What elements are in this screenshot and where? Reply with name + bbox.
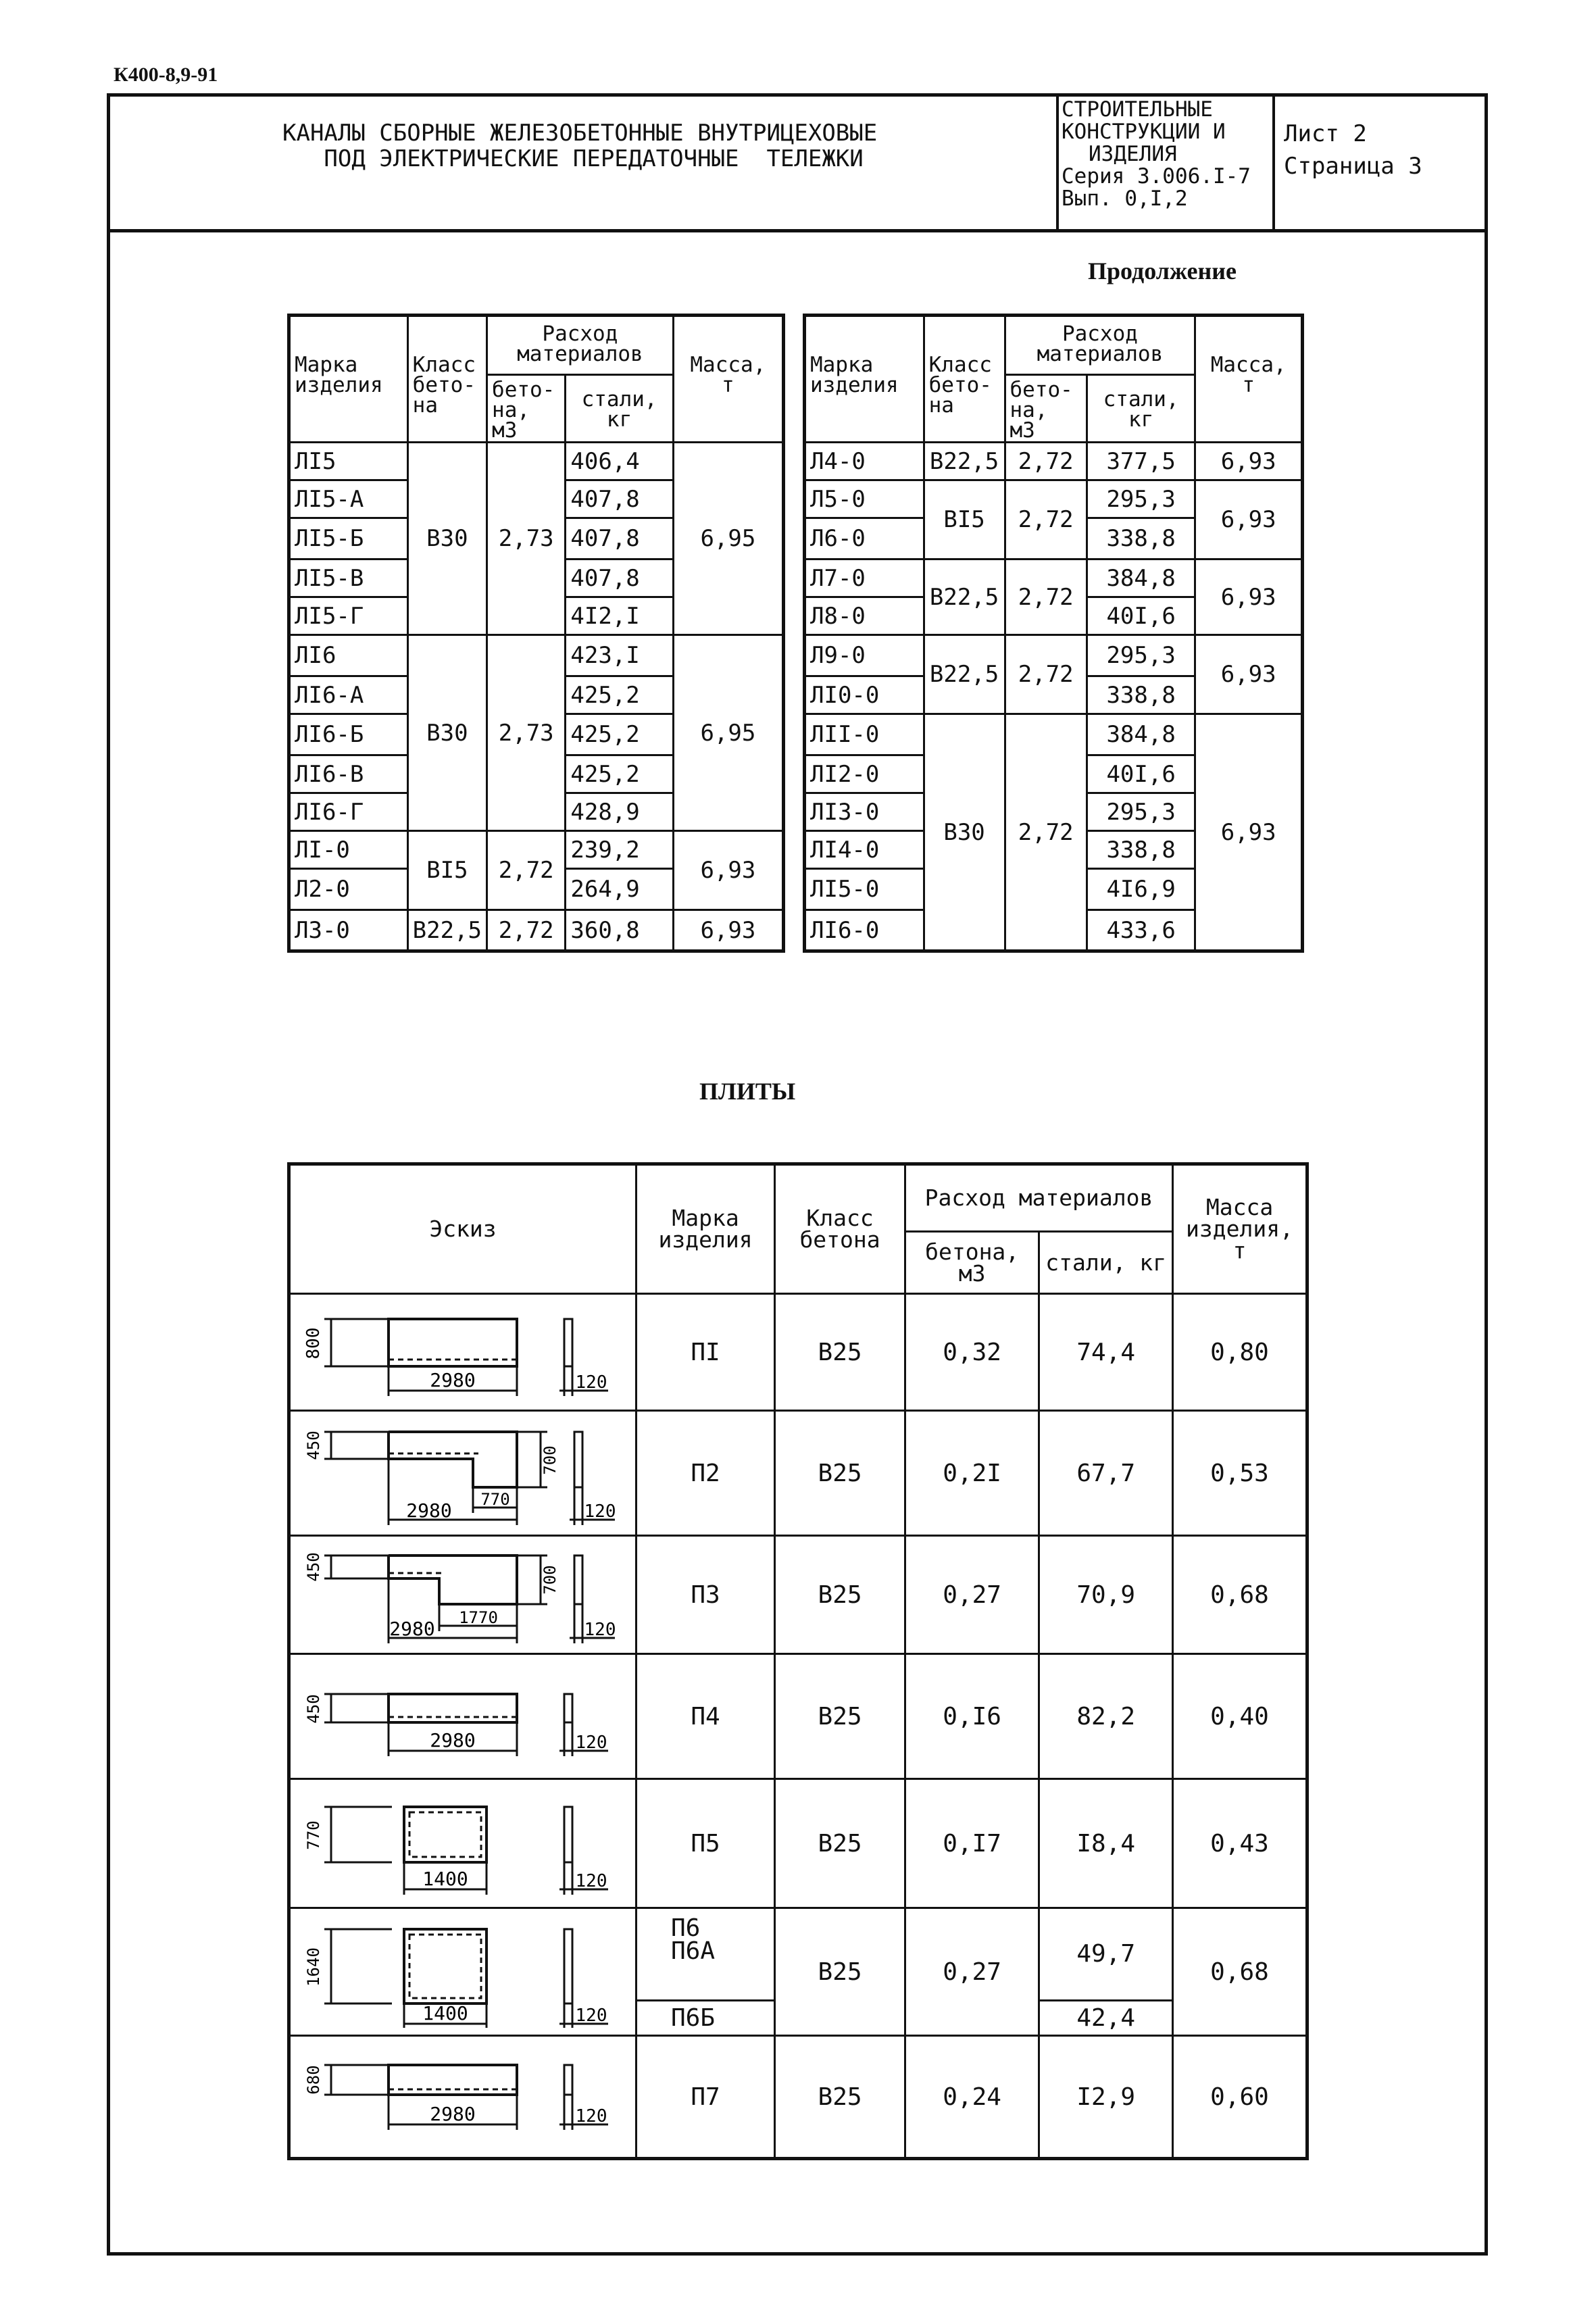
table-cell-mark: ЛI6-В (289, 755, 408, 793)
dimension-label: 120 (584, 1501, 616, 1522)
table-cell-mark: ЛI6-Б (289, 714, 408, 755)
plate-concrete: 0,I6 (905, 1654, 1039, 1779)
sheet-info (1284, 118, 1422, 182)
header-mass: Масса, т (673, 316, 783, 443)
table-cell-class: В30 (924, 714, 1005, 951)
dimension-label: 1400 (422, 2002, 468, 2024)
table-cell-steel: 377,5 (1087, 443, 1195, 480)
table-cell-mass: 6,93 (1195, 559, 1303, 635)
dimension-label: 2980 (430, 1369, 476, 1391)
sheet-number: Лист 2 (1284, 120, 1367, 147)
table-cell-mark: ЛI5-Б (289, 518, 408, 559)
header-mark: Марка изделия (637, 1164, 775, 1294)
plate-steel: I2,9 (1039, 2036, 1173, 2159)
dimension-label: 2980 (389, 1618, 435, 1640)
table-cell-mass: 6,93 (673, 910, 783, 951)
series-line: Вып. 0,I,2 (1062, 186, 1188, 211)
table-cell-concrete: 2,73 (487, 443, 566, 635)
dimension-label: 770 (304, 1820, 323, 1850)
header-mass: Масса, т (1195, 316, 1303, 443)
series-line: СТРОИТЕЛЬНЫЕ (1062, 97, 1213, 122)
table-cell-mass: 6,95 (673, 635, 783, 831)
plates-title: ПЛИТЫ (699, 1078, 796, 1105)
dimension-label: 1400 (422, 1868, 468, 1890)
table-cell-concrete: 2,72 (1005, 559, 1087, 635)
table-cell-class: В22,5 (924, 635, 1005, 714)
plate-concrete: 0,2I (905, 1411, 1039, 1536)
table-cell-class: В22,5 (407, 910, 487, 951)
dimension-label: 450 (304, 1694, 323, 1724)
header-steel: стали, кг (1087, 375, 1195, 443)
plate-steel: 67,7 (1039, 1411, 1173, 1536)
plates-table (287, 1162, 1309, 2160)
plate-class: В25 (775, 1294, 905, 1411)
plate-class: В25 (775, 1654, 905, 1779)
table-cell-steel: 338,8 (1087, 831, 1195, 869)
table-cell-steel: 384,8 (1087, 714, 1195, 755)
table-cell-steel: 425,2 (566, 714, 673, 755)
header-class: Класс бето-на (924, 316, 1005, 443)
plate-mass: 0,80 (1173, 1294, 1307, 1411)
table-cell-steel: 40I,6 (1087, 597, 1195, 635)
plate-class: В25 (775, 1536, 905, 1654)
table-cell-mark: Л2-0 (289, 869, 408, 910)
table-cell-steel: 407,8 (566, 518, 673, 559)
table-cell-mark: ЛI5-0 (805, 869, 924, 910)
table-cell-mark: Л8-0 (805, 597, 924, 635)
dimension-label: 2980 (406, 1499, 452, 1522)
plate-sketch (289, 1294, 637, 1411)
plate-mark: П7 (637, 2036, 775, 2159)
dimension-label: 450 (304, 1430, 323, 1460)
table-cell-steel: 239,2 (566, 831, 673, 869)
table-cell-steel: 4I6,9 (1087, 869, 1195, 910)
table-cell-mark: ЛI-0 (289, 831, 408, 869)
table-cell-steel: 338,8 (1087, 518, 1195, 559)
table-cell-steel: 425,2 (566, 676, 673, 714)
plate-steel: 70,9 (1039, 1536, 1173, 1654)
header-concrete: бетона, м3 (905, 1232, 1039, 1294)
plate-steel: 82,2 (1039, 1654, 1173, 1779)
plate-concrete: 0,27 (905, 1536, 1039, 1654)
header-class: Класс бето-на (407, 316, 487, 443)
table-cell-class: В22,5 (924, 559, 1005, 635)
plate-steel: I8,4 (1039, 1779, 1173, 1908)
dimension-label: 120 (575, 1871, 607, 1891)
table-cell-steel: 425,2 (566, 755, 673, 793)
header-sketch: Эскиз (289, 1164, 637, 1294)
plate-steel: 42,4 (1039, 2000, 1173, 2035)
table-cell-class: В22,5 (924, 443, 1005, 480)
header-steel: стали, кг (566, 375, 673, 443)
dimension-label: 120 (575, 2106, 607, 2126)
table-cell-mass: 6,95 (673, 443, 783, 635)
plate-mass: 0,68 (1173, 1908, 1307, 2036)
title-line-2: ПОД ЭЛЕКТРИЧЕСКИЕ ПЕРЕДАТОЧНЫЕ ТЕЛЕЖКИ (324, 145, 864, 172)
dimension-label: 2980 (430, 2103, 476, 2125)
dimension-label: 120 (584, 1620, 616, 1640)
plate-mark: П3 (637, 1536, 775, 1654)
table-cell-steel: 264,9 (566, 869, 673, 910)
table-cell-steel: 4I2,I (566, 597, 673, 635)
dimension-label: 450 (304, 1552, 323, 1582)
table-cell-mark: ЛI5-В (289, 559, 408, 597)
table-cell-mark: Л6-0 (805, 518, 924, 559)
plate-sketch (289, 1779, 637, 1908)
table-cell-steel: 338,8 (1087, 676, 1195, 714)
table-cell-steel: 360,8 (566, 910, 673, 951)
table-cell-concrete: 2,73 (487, 635, 566, 831)
table-cell-mass: 6,93 (673, 831, 783, 910)
plate-mass: 0,40 (1173, 1654, 1307, 1779)
plate-mass: 0,53 (1173, 1411, 1307, 1536)
dimension-label: 680 (304, 2065, 323, 2095)
series-line: КОНСТРУКЦИИ И (1062, 120, 1226, 144)
dimension-label: 2980 (430, 1729, 476, 1751)
plate-mark: П6Б (637, 2000, 775, 2035)
plate-mass: 0,43 (1173, 1779, 1307, 1908)
table-cell-concrete: 2,72 (487, 910, 566, 951)
plate-mass: 0,68 (1173, 1536, 1307, 1654)
header-concrete: бето-на, м3 (487, 375, 566, 443)
continuation-label: Продолжение (1088, 257, 1237, 284)
plate-mass: 0,60 (1173, 2036, 1307, 2159)
table-cell-mark: Л3-0 (289, 910, 408, 951)
table-cell-mark: Л7-0 (805, 559, 924, 597)
table-cell-mark: ЛI6-Г (289, 793, 408, 831)
series-line: Серия 3.006.I-7 (1062, 164, 1251, 189)
table-cell-steel: 295,3 (1087, 480, 1195, 518)
plate-sketch (289, 1908, 637, 2036)
plate-class: В25 (775, 1779, 905, 1908)
header-mass: Масса изделия, т (1173, 1164, 1307, 1294)
plate-steel: 49,7 (1039, 1908, 1173, 2001)
dimension-label: 120 (575, 1733, 607, 1753)
plate-mark: ПI (637, 1294, 775, 1411)
header-steel: стали, кг (1039, 1232, 1173, 1294)
table-cell-mark: ЛI6-0 (805, 910, 924, 951)
table-cell-steel: 428,9 (566, 793, 673, 831)
table-cell-steel: 407,8 (566, 559, 673, 597)
table-cell-concrete: 2,72 (1005, 480, 1087, 559)
plate-concrete: 0,I7 (905, 1779, 1039, 1908)
dimension-label: 1770 (459, 1608, 498, 1627)
table-cell-steel: 407,8 (566, 480, 673, 518)
dimension-label: 120 (575, 1372, 607, 1393)
table-cell-concrete: 2,72 (1005, 635, 1087, 714)
table-cell-mark: ЛI6-А (289, 676, 408, 714)
plate-class: В25 (775, 2036, 905, 2159)
table-cell-mark: ЛI5 (289, 443, 408, 480)
table-cell-concrete: 2,72 (487, 831, 566, 910)
plate-concrete: 0,32 (905, 1294, 1039, 1411)
page-number: Страница 3 (1284, 153, 1422, 180)
header-consumption: Расход материалов (905, 1164, 1172, 1232)
table-cell-concrete: 2,72 (1005, 443, 1087, 480)
dimension-label: 770 (480, 1490, 510, 1509)
table-cell-mass: 6,93 (1195, 635, 1303, 714)
table-cell-mark: ЛI0-0 (805, 676, 924, 714)
plate-steel: 74,4 (1039, 1294, 1173, 1411)
header-mark: Марка изделия (805, 316, 924, 443)
table-cell-mark: ЛI5-А (289, 480, 408, 518)
left-spec-table (287, 314, 785, 953)
title-block (107, 93, 1488, 232)
dimension-label: 120 (575, 2006, 607, 2026)
plate-mark: П2 (637, 1411, 775, 1536)
series-line: ИЗДЕЛИЯ (1089, 142, 1177, 166)
title-divider (1056, 93, 1059, 232)
table-cell-mass: 6,93 (1195, 443, 1303, 480)
table-cell-mark: Л5-0 (805, 480, 924, 518)
table-cell-class: ВI5 (924, 480, 1005, 559)
document-title (282, 120, 877, 172)
table-cell-mark: Л4-0 (805, 443, 924, 480)
title-line-1: КАНАЛЫ СБОРНЫЕ ЖЕЛЕЗОБЕТОННЫЕ ВНУТРИЦЕХОВЫЕ (282, 120, 878, 147)
table-cell-class: В30 (407, 443, 487, 635)
table-cell-steel: 295,3 (1087, 635, 1195, 676)
plate-class: В25 (775, 1411, 905, 1536)
header-mark: Марка изделия (289, 316, 408, 443)
plate-class: В25 (775, 1908, 905, 2036)
plate-concrete: 0,24 (905, 2036, 1039, 2159)
dimension-label: 1640 (304, 1947, 323, 1987)
table-cell-steel: 384,8 (1087, 559, 1195, 597)
title-divider (1272, 93, 1275, 232)
table-cell-mark: Л9-0 (805, 635, 924, 676)
table-cell-mark: ЛI6 (289, 635, 408, 676)
table-cell-mass: 6,93 (1195, 480, 1303, 559)
table-cell-steel: 295,3 (1087, 793, 1195, 831)
table-cell-concrete: 2,72 (1005, 714, 1087, 951)
dimension-label: 700 (541, 1565, 559, 1595)
dimension-label: 800 (303, 1327, 324, 1360)
table-cell-steel: 433,6 (1087, 910, 1195, 951)
series-info (1062, 99, 1251, 210)
header-class: Класс бетона (775, 1164, 905, 1294)
table-cell-mark: ЛI2-0 (805, 755, 924, 793)
table-cell-mark: ЛII-0 (805, 714, 924, 755)
plate-sketch (289, 2036, 637, 2159)
table-cell-mark: ЛI5-Г (289, 597, 408, 635)
header-consumption: Расход материалов (487, 316, 674, 375)
plate-mark: П4 (637, 1654, 775, 1779)
plate-sketch (289, 1411, 637, 1536)
plate-mark: П5 (637, 1779, 775, 1908)
plate-mark: П6 П6А (637, 1908, 775, 2001)
header-consumption: Расход материалов (1005, 316, 1195, 375)
table-cell-class: ВI5 (407, 831, 487, 910)
document-code: К400-8,9-91 (114, 64, 218, 86)
table-cell-mass: 6,93 (1195, 714, 1303, 951)
right-spec-table (803, 314, 1304, 953)
plate-concrete: 0,27 (905, 1908, 1039, 2036)
dimension-label: 700 (541, 1445, 559, 1475)
table-cell-steel: 423,I (566, 635, 673, 676)
plate-sketch (289, 1536, 637, 1654)
table-cell-steel: 40I,6 (1087, 755, 1195, 793)
table-cell-class: В30 (407, 635, 487, 831)
header-concrete: бето-на, м3 (1005, 375, 1087, 443)
table-cell-mark: ЛI3-0 (805, 793, 924, 831)
table-cell-steel: 406,4 (566, 443, 673, 480)
table-cell-mark: ЛI4-0 (805, 831, 924, 869)
plate-sketch (289, 1654, 637, 1779)
